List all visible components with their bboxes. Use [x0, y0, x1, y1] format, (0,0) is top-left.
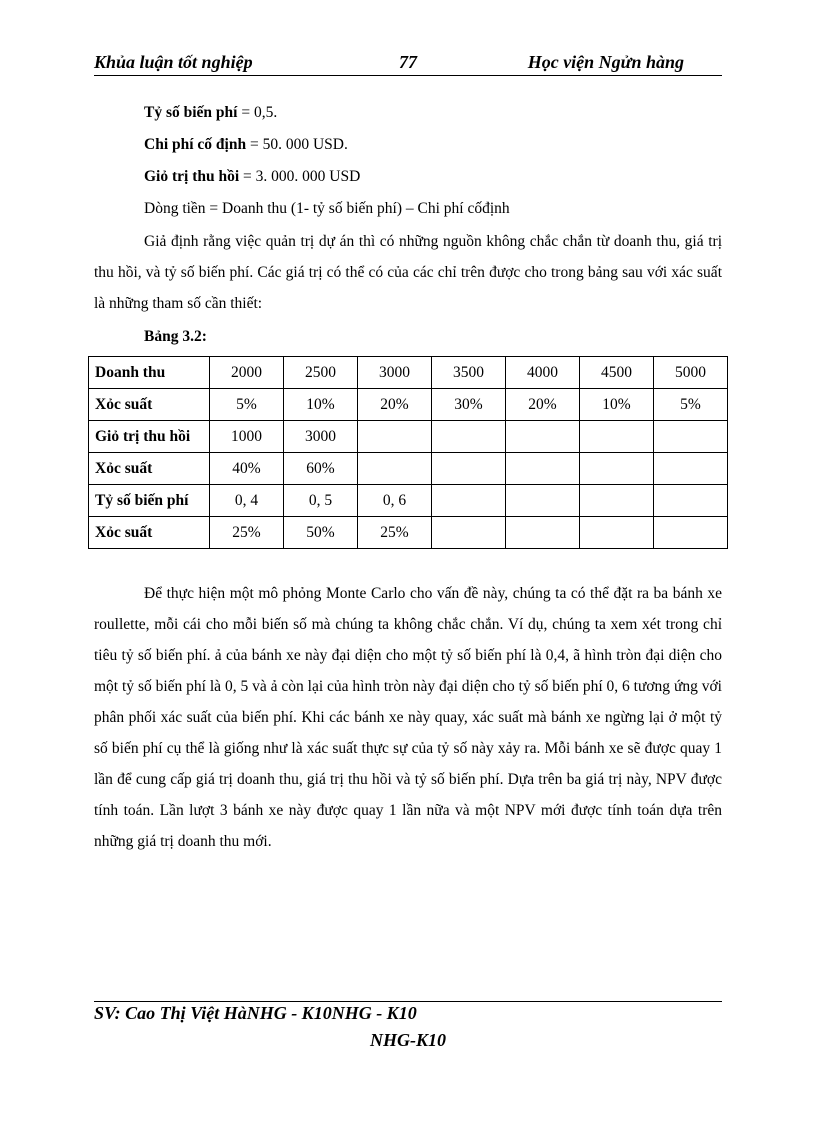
fixed-cost-value: = 50. 000 USD.	[246, 136, 348, 153]
table-cell: 3000	[284, 421, 358, 453]
variable-cost-ratio-value: = 0,5.	[237, 104, 278, 121]
table-cell: 10%	[284, 389, 358, 421]
table-cell	[432, 485, 506, 517]
header-institution: Học viện Ngửn hàng	[527, 52, 684, 72]
row-label: Doanh thu	[89, 357, 210, 389]
table-row	[89, 389, 728, 421]
table-cell: 5%	[654, 389, 728, 421]
table-row	[89, 453, 728, 485]
table-cell	[580, 453, 654, 485]
footer-class: NHG-K10	[370, 1030, 446, 1050]
table-cell	[580, 517, 654, 549]
footer-rule	[94, 1001, 722, 1002]
table-cell	[506, 485, 580, 517]
table-cell	[580, 485, 654, 517]
table-cell: 10%	[580, 389, 654, 421]
variable-cost-ratio-label: Tỷ số biến phí	[144, 104, 238, 121]
header-thesis-title: Khủa luận tốt nghiệp	[94, 52, 253, 72]
table-row	[89, 485, 728, 517]
table-cell	[432, 453, 506, 485]
table-cell	[580, 421, 654, 453]
salvage-value-line	[144, 168, 360, 186]
table-cell	[654, 517, 728, 549]
table-row	[89, 357, 728, 389]
table-cell: 20%	[506, 389, 580, 421]
table-cell: 2000	[210, 357, 284, 389]
table-cell	[506, 421, 580, 453]
table-cell: 4500	[580, 357, 654, 389]
table-cell: 0, 4	[210, 485, 284, 517]
row-label: Tỷ số biến phí	[89, 485, 210, 517]
footer-student: SV: Cao Thị Việt HàNHG - K10NHG - K10	[94, 1003, 417, 1023]
row-label: Giỏ trị thu hồi	[89, 421, 210, 453]
table-cell: 4000	[506, 357, 580, 389]
monte-carlo-paragraph: Để thực hiện một mô phỏng Monte Carlo cho vấn đề này, chúng ta có thể đặt ra ba bánh xe roullette, mỗi cái cho mỗi biến số mà chúng ta không chắc chắn. Ví dụ, chúng ta xem xét trong chỉ tiêu tỷ số biến phí. ả của bánh xe này đại diện cho một tỷ số biến phí là 0,4, ã hình tròn đại diện cho một tỷ số biến phí là 0, 5 và ả còn lại của hình tròn này đại diện cho tỷ số biến phí 0, 6 tương ứng với phân phối xác suất của biến phí. Khi các bánh xe này quay, xác suất mà bánh xe ngừng lại ở một tỷ số biến phí cụ thể là giống như là xác suất thực sự của tỷ số này xảy ra. Mỗi bánh xe sẽ được quay 1 lần để cung cấp giá trị doanh thu, giá trị thu hồi và tỷ số biến phí. Dựa trên ba giá trị này, NPV được tính toán. Lần lượt 3 bánh xe này được quay 1 lần nữa và một NPV mới được tính toán dựa trên những giá trị doanh thu mới.	[94, 585, 722, 850]
table-cell: 60%	[284, 453, 358, 485]
fixed-cost-line	[144, 136, 348, 154]
table-cell: 0, 6	[358, 485, 432, 517]
table-cell: 5%	[210, 389, 284, 421]
table-cell	[506, 517, 580, 549]
salvage-value-label: Giỏ trị thu hồi	[144, 168, 240, 185]
table-cell: 20%	[358, 389, 432, 421]
probability-table	[88, 356, 728, 549]
table-cell: 40%	[210, 453, 284, 485]
row-label: Xỏc suất	[89, 517, 210, 549]
header-rule	[94, 75, 722, 76]
assumption-paragraph: Giả định rằng việc quản trị dự án thì có những nguồn không chắc chắn từ doanh thu, giá trị thu hồi, và tỷ số biến phí. Các giá trị có thể có của các chỉ trên được cho trong bảng sau với xác suất là những tham số cần thiết:	[94, 233, 722, 312]
row-label: Xỏc suất	[89, 389, 210, 421]
table-row	[89, 421, 728, 453]
table-cell	[654, 453, 728, 485]
fixed-cost-label: Chi phí cố định	[144, 136, 247, 153]
table-cell: 25%	[210, 517, 284, 549]
table-cell: 30%	[432, 389, 506, 421]
table-cell	[432, 517, 506, 549]
table-cell: 25%	[358, 517, 432, 549]
table-cell	[358, 453, 432, 485]
table-cell: 50%	[284, 517, 358, 549]
variable-cost-ratio-line	[144, 104, 277, 122]
header-page-number: 77	[399, 52, 417, 72]
table-cell	[654, 485, 728, 517]
cashflow-formula: Dòng tiền = Doanh thu (1- tỷ số biến phí) – Chi phí cốđịnh	[144, 200, 510, 217]
table-cell: 0, 5	[284, 485, 358, 517]
table-cell: 3500	[432, 357, 506, 389]
table-cell: 3000	[358, 357, 432, 389]
salvage-value-value: = 3. 000. 000 USD	[239, 168, 361, 185]
table-cell: 5000	[654, 357, 728, 389]
table-cell	[654, 421, 728, 453]
page-header	[94, 52, 722, 76]
row-label: Xỏc suất	[89, 453, 210, 485]
table-cell: 2500	[284, 357, 358, 389]
table-cell	[358, 421, 432, 453]
table-cell: 1000	[210, 421, 284, 453]
table-cell	[506, 453, 580, 485]
table-row	[89, 517, 728, 549]
table-cell	[432, 421, 506, 453]
table-caption: Bảng 3.2:	[144, 328, 207, 345]
